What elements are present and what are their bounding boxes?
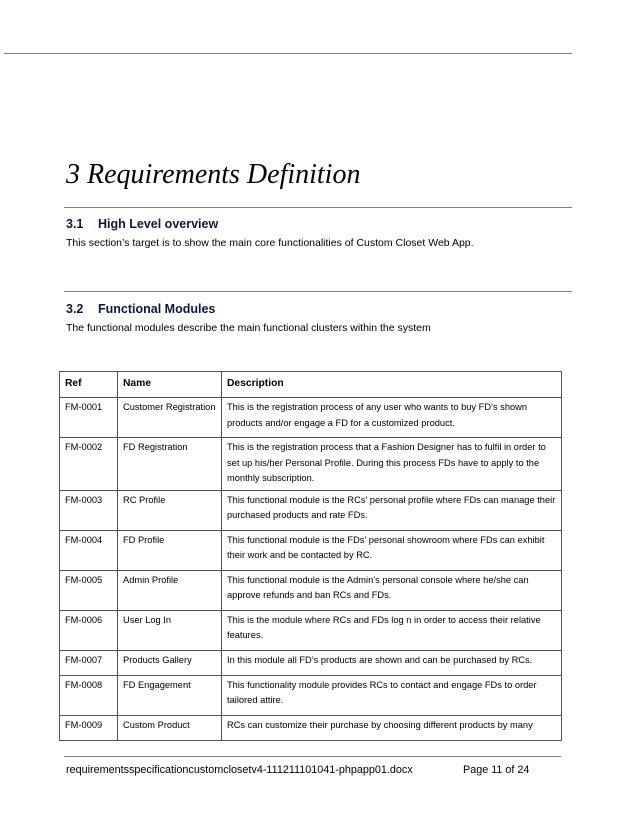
column-header-name: Name	[118, 372, 222, 398]
section-number: 3.2	[66, 302, 84, 316]
table-row	[60, 675, 562, 715]
cell-ref: FM-0005	[60, 570, 118, 610]
functional-modules-table	[59, 371, 562, 741]
section-title: High Level overview	[98, 217, 219, 231]
cell-name: RC Profile	[118, 490, 222, 530]
section-heading-functional-modules	[66, 301, 215, 317]
cell-name: FD Registration	[118, 438, 222, 491]
cell-description: This functional module is the Admin’s personal console where he/she can approve refunds and ban RCs and FDs.	[222, 570, 562, 610]
cell-ref: FM-0007	[60, 650, 118, 675]
top-divider	[4, 53, 572, 54]
section-heading-high-level-overview	[66, 216, 218, 232]
column-header-ref: Ref	[60, 372, 118, 398]
cell-ref: FM-0002	[60, 438, 118, 491]
table-header-row	[60, 372, 562, 398]
cell-description: This functional module is the FDs’ personal showroom where FDs can exhibit their work and be contacted by RC.	[222, 530, 562, 570]
section-title: Functional Modules	[98, 302, 216, 316]
chapter-divider	[64, 207, 572, 208]
cell-ref: FM-0004	[60, 530, 118, 570]
cell-name: FD Engagement	[118, 675, 222, 715]
table-row	[60, 398, 562, 438]
table-row	[60, 438, 562, 491]
cell-name: FD Profile	[118, 530, 222, 570]
table-row	[60, 610, 562, 650]
footer-divider	[64, 756, 561, 757]
table-row	[60, 530, 562, 570]
cell-ref: FM-0009	[60, 715, 118, 740]
cell-description: This functionality module provides RCs to contact and engage FDs to order tailored attire.	[222, 675, 562, 715]
section-paragraph: The functional modules describe the main functional clusters within the system	[66, 322, 431, 334]
cell-ref: FM-0008	[60, 675, 118, 715]
section-paragraph: This section’s target is to show the main core functionalities of Custom Closet Web App.	[66, 237, 474, 249]
cell-name: Products Gallery	[118, 650, 222, 675]
table-row	[60, 715, 562, 740]
cell-ref: FM-0001	[60, 398, 118, 438]
table-row	[60, 490, 562, 530]
footer-document-name: requirementsspecificationcustomclosetv4-111211101041-phpapp01.docx	[66, 764, 413, 776]
cell-description: In this module all FD’s products are shown and can be purchased by RCs.	[222, 650, 562, 675]
footer-page-number: Page 11 of 24	[463, 764, 530, 776]
cell-name: Admin Profile	[118, 570, 222, 610]
column-header-description: Description	[222, 372, 562, 398]
table-row	[60, 570, 562, 610]
cell-ref: FM-0006	[60, 610, 118, 650]
cell-name: User Log In	[118, 610, 222, 650]
cell-description: RCs can customize their purchase by choosing different products by many	[222, 715, 562, 740]
cell-description: This is the registration process of any user who wants to buy FD’s shown products and/or engage a FD for a customized product.	[222, 398, 562, 438]
cell-description: This is the registration process that a Fashion Designer has to fulfil in order to set up his/her Personal Profile. During this process FDs have to apply to the monthly subscription.	[222, 438, 562, 491]
cell-description: This functional module is the RCs’ personal profile where FDs can manage their purchased products and rate FDs.	[222, 490, 562, 530]
cell-name: Customer Registration	[118, 398, 222, 438]
cell-ref: FM-0003	[60, 490, 118, 530]
section-number: 3.1	[66, 217, 84, 231]
section-divider	[64, 291, 572, 292]
cell-name: Custom Product	[118, 715, 222, 740]
table-row	[60, 650, 562, 675]
cell-description: This is the module where RCs and FDs log n in order to access their relative features.	[222, 610, 562, 650]
chapter-title: 3 Requirements Definition	[66, 159, 361, 190]
